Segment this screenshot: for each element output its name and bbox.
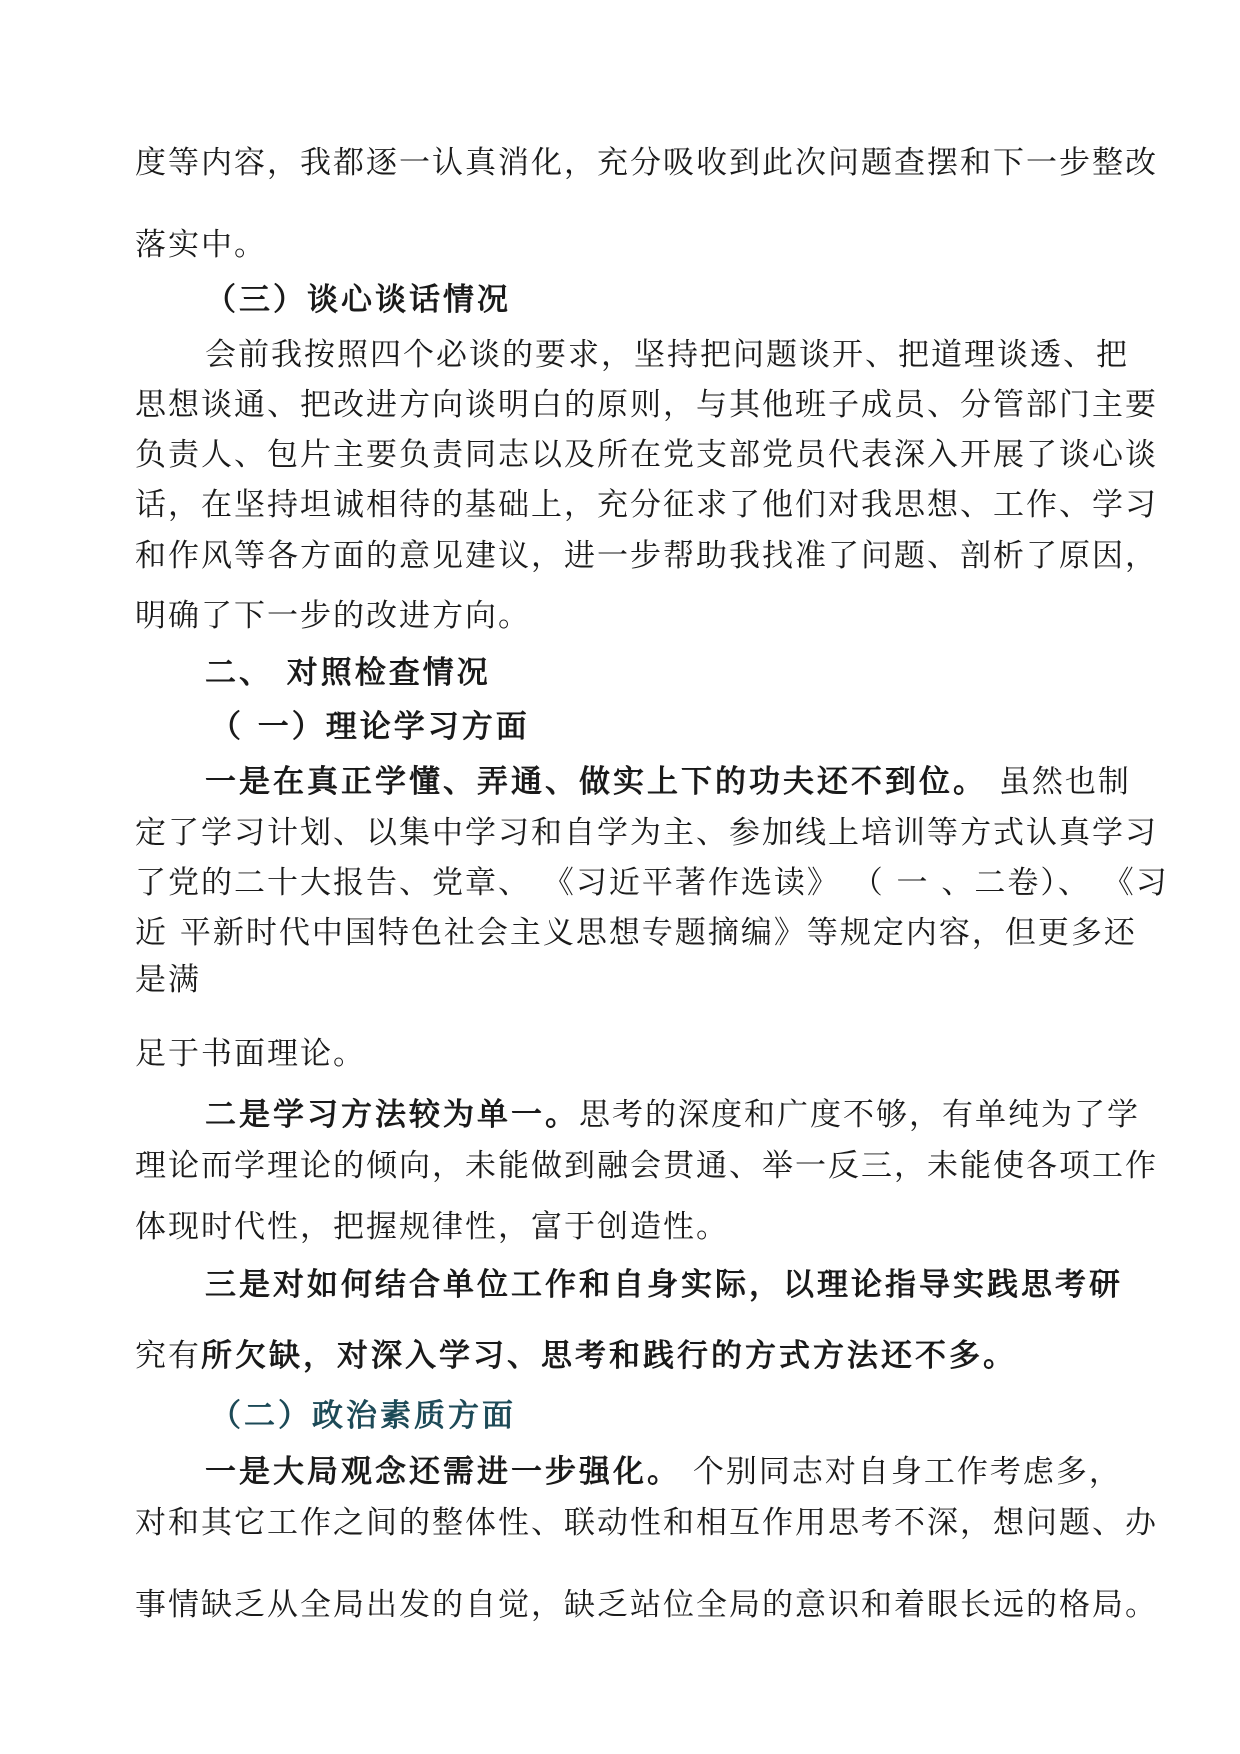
paragraph-line: 定了学习计划、以集中学习和自学为主、参加线上培训等方式认真学习 <box>135 815 1158 851</box>
paragraph-line: 思想谈通、把改进方向谈明白的原则，与其他班子成员、分管部门主要 <box>135 387 1158 423</box>
paragraph-line: 理论而学理论的倾向，未能做到融会贯通、举一反三，未能使各项工作 <box>135 1148 1158 1184</box>
paragraph-line: 足于书面理论。 <box>135 1036 366 1072</box>
paragraph-line <box>135 1336 1105 1376</box>
paragraph-line: 近 平新时代中国特色社会主义思想专题摘编》等规定内容，但更多还 <box>135 915 1137 951</box>
paragraph-line: 和作风等各方面的意见建议，进一步帮助我找准了问题、剖析了原因， <box>135 538 1158 574</box>
point-text: 个别同志对自身工作考虑多， <box>681 1454 1122 1490</box>
subsection-heading-2: （二）政治素质方面 <box>210 1398 516 1434</box>
point-text: 究有 <box>135 1338 201 1374</box>
point-lead: 所欠缺，对深入学习、思考和践行的方式方法还不多。 <box>201 1338 1017 1374</box>
paragraph-line: 事情缺乏从全局出发的自觉，缺乏站位全局的意识和着眼长远的格局。 <box>135 1587 1158 1623</box>
paragraph-line <box>205 1095 1140 1135</box>
part-heading-2: 二、 对照检查情况 <box>205 655 491 691</box>
paragraph-line: 负责人、包片主要负责同志以及所在党支部党员代表深入开展了谈心谈 <box>135 437 1158 473</box>
point-lead: 二是学习方法较为单一。 <box>205 1097 579 1133</box>
point-text: 虽然也制 <box>987 764 1131 800</box>
subsection-heading-1: （ 一）理论学习方面 <box>210 709 530 745</box>
point-lead: 一是在真正学懂、弄通、做实上下的功夫还不到位。 <box>205 764 987 800</box>
paragraph-line: 了党的二十大报告、党章、 《习近平著作选读》 （ 一 、二卷）、 《习 <box>135 865 1169 901</box>
paragraph-line: 明确了下一步的改进方向。 <box>135 598 531 634</box>
paragraph-line <box>205 1452 1122 1492</box>
paragraph-line <box>205 762 1131 802</box>
paragraph-line: 是满 <box>135 962 201 998</box>
point-lead: 一是大局观念还需进一步强化。 <box>205 1454 681 1490</box>
paragraph-line: 会前我按照四个必谈的要求，坚持把问题谈开、把道理谈透、把 <box>205 337 1129 373</box>
paragraph-line: 体现时代性，把握规律性，富于创造性。 <box>135 1209 729 1245</box>
paragraph-line: 话，在坚持坦诚相待的基础上，充分征求了他们对我思想、工作、学习 <box>135 487 1158 523</box>
point-lead: 三是对如何结合单位工作和自身实际，以理论指导实践思考研 <box>205 1267 1123 1303</box>
paragraph-line: 度等内容，我都逐一认真消化，充分吸收到此次问题查摆和下一步整改 <box>135 145 1158 181</box>
point-text: 思考的深度和广度不够，有单纯为了学 <box>579 1097 1140 1133</box>
paragraph-line: 对和其它工作之间的整体性、联动性和相互作用思考不深，想问题、办 <box>135 1505 1158 1541</box>
section-heading-3: （三）谈心谈话情况 <box>205 282 511 318</box>
paragraph-line: 落实中。 <box>135 227 267 263</box>
